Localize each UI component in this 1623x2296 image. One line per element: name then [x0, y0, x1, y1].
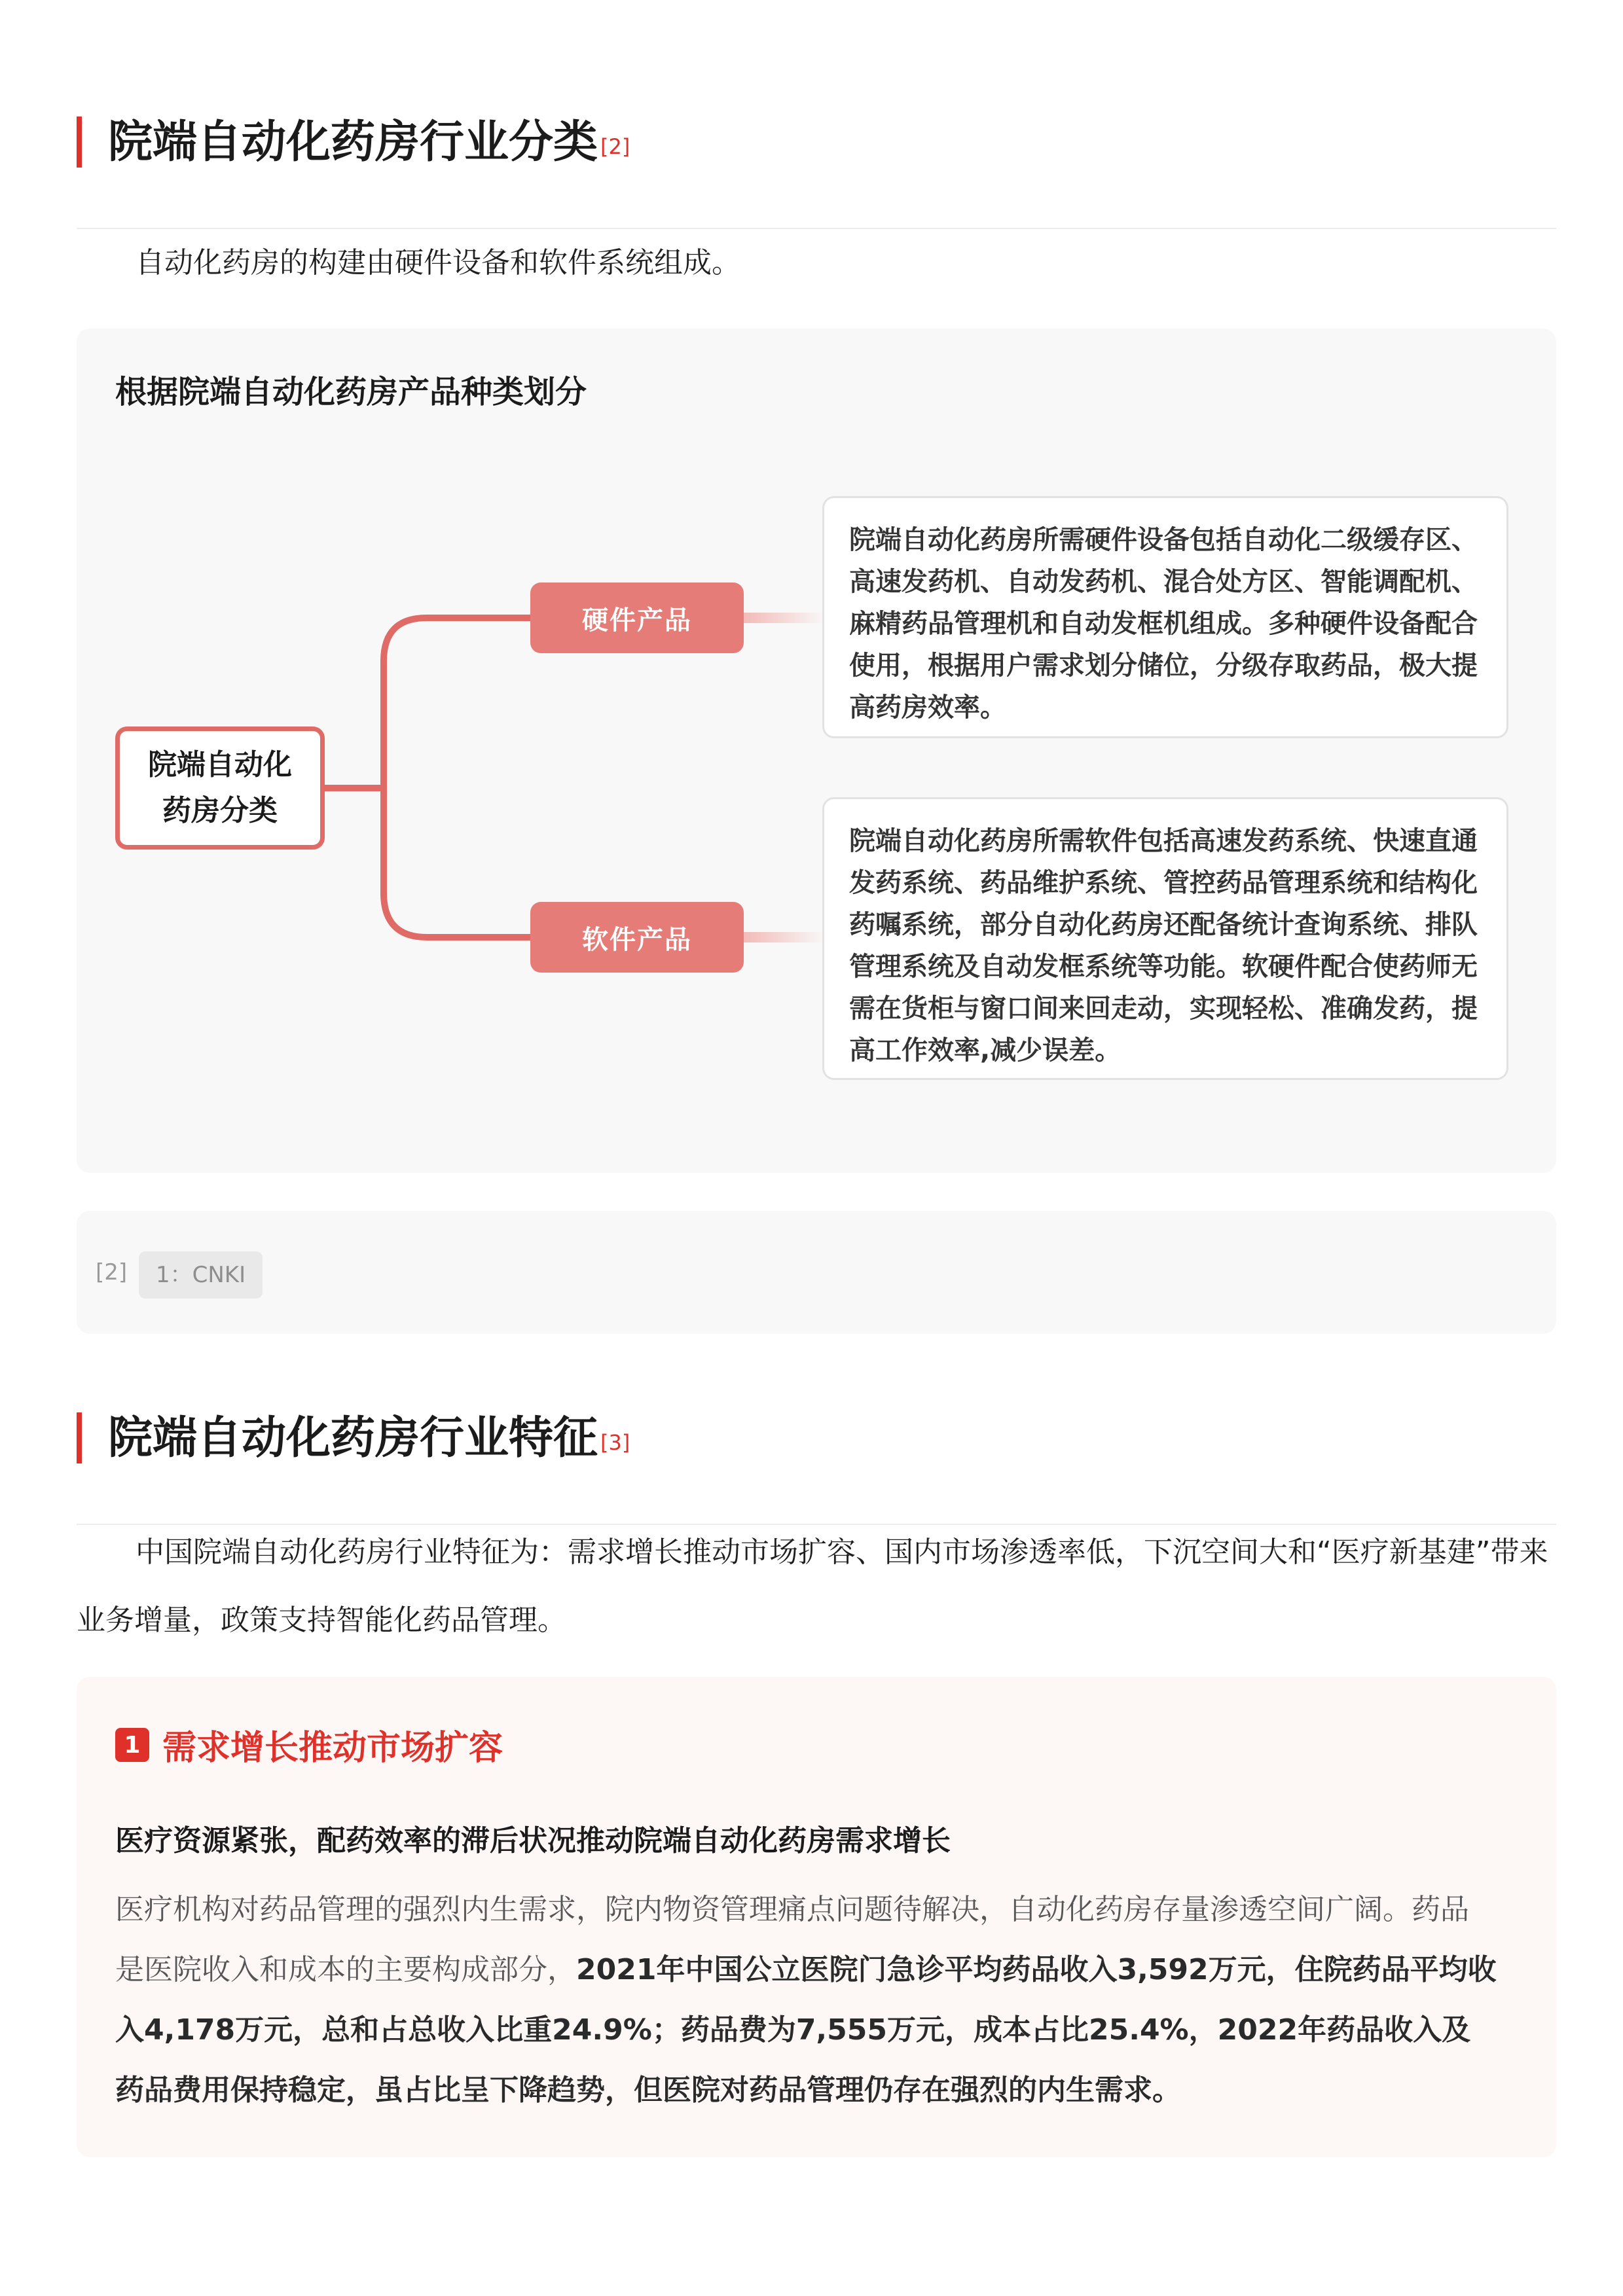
- reference-link[interactable]: [2]: [600, 134, 630, 159]
- feature-body-plain: 医疗机构对药品管理的强烈内生需求，院内物资管理痛点问题待解决，自动化药房存量渗透空间广阔。药品是医院收入和成本的主要构成部分，: [115, 1893, 1469, 1986]
- section-title: 院端自动化药房行业分类 [2]: [108, 117, 630, 168]
- references-panel: [77, 1211, 1556, 1334]
- feature-number-badge: 1: [115, 1728, 149, 1762]
- feature-body-highlight: 2021年中国公立医院门急诊平均药品收入3,592万元，住院药品平均收入4,178万元，总和占总收入比重24.9%；药品费为7,555万元，成本占比25.4%，2022年药品收入及药品费用保持稳定，虽占比呈下降趋势，但医院对药品管理仍存在强烈的内生需求。: [115, 1953, 1497, 2107]
- software-description: 院端自动化药房所需软件包括高速发药系统、快速直通发药系统、药品维护系统、管控药品管理系统和结构化药嘱系统，部分自动化药房还配备统计查询系统、排队管理系统及自动发框系统等功能。软硬件配合使药师无需在货柜与窗口间来回走动，实现轻松、准确发药，提高工作效率,减少误差。: [822, 797, 1508, 1080]
- heading-accent-bar: [77, 1412, 82, 1463]
- branch-software: 软件产品: [530, 902, 744, 973]
- reference-source-chip[interactable]: 1：CNKI: [139, 1251, 263, 1299]
- section-title: 院端自动化药房行业特征 [3]: [108, 1412, 630, 1464]
- feature-body: [115, 1880, 1497, 2121]
- mindmap-root-node: 院端自动化药房分类: [115, 726, 325, 850]
- section-intro: 中国院端自动化药房行业特征为：需求增长推动市场扩容、国内市场渗透率低，下沉空间大和“医疗新基建”带来业务增量，政策支持智能化药品管理。: [77, 1535, 1548, 1637]
- section-intro: 自动化药房的构建由硬件设备和软件系统组成。: [136, 246, 740, 279]
- feature-subtitle: 医疗资源紧张，配药效率的滞后状况推动院端自动化药房需求增长: [115, 1824, 951, 1857]
- diagram-title: 根据院端自动化药房产品种类划分: [115, 374, 587, 410]
- reference-link[interactable]: [3]: [600, 1430, 630, 1455]
- reference-tag: [2]: [96, 1259, 128, 1285]
- branch-hardware: 硬件产品: [530, 583, 744, 653]
- feature-title: 需求增长推动市场扩容: [162, 1729, 503, 1768]
- hardware-description: 院端自动化药房所需硬件设备包括自动化二级缓存区、高速发药机、自动发药机、混合处方区、智能调配机、麻精药品管理机和自动发框机组成。多种硬件设备配合使用，根据用户需求划分储位，分级存取药品，极大提高药房效率。: [822, 496, 1508, 738]
